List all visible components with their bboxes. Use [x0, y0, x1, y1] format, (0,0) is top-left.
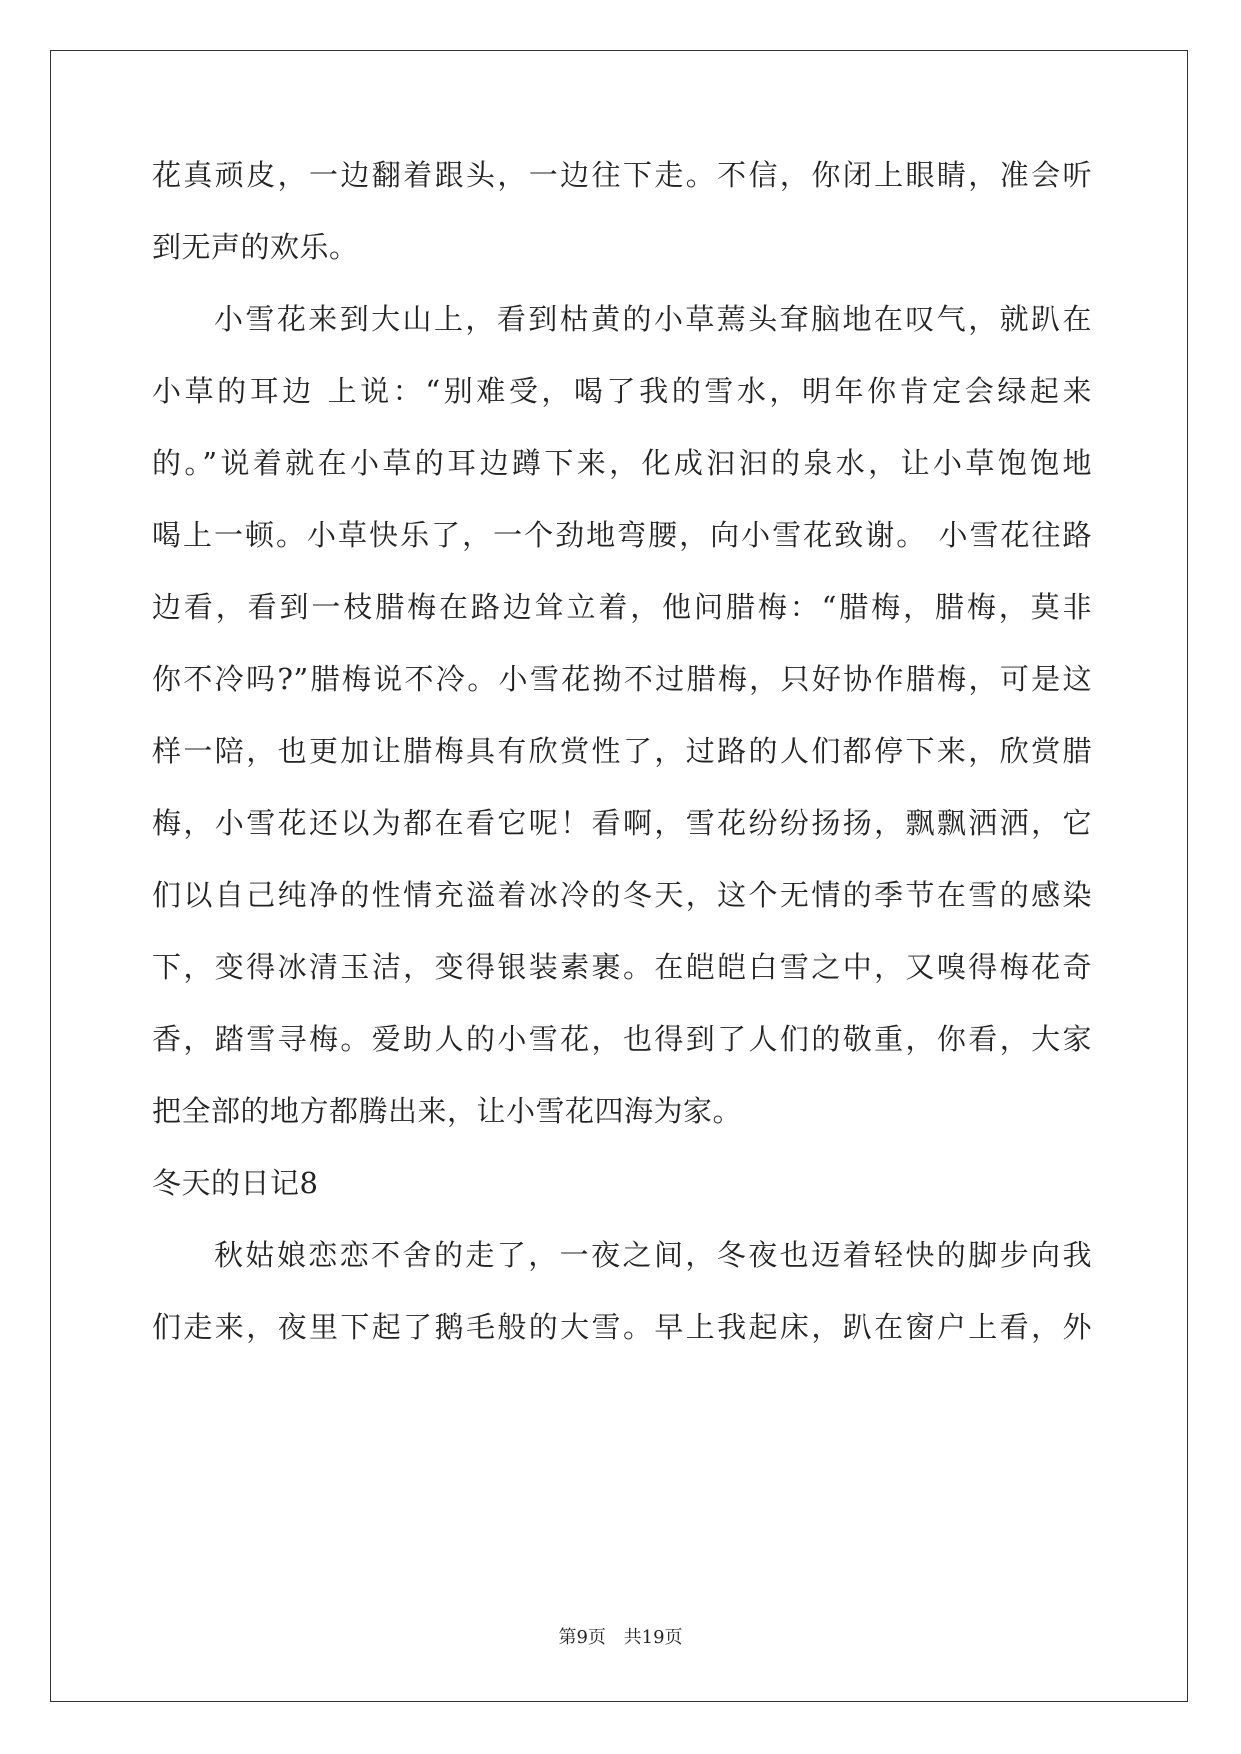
- body-line: 梅，小雪花还以为都在看它呢！看啊，雪花纷纷扬扬，飘飘洒洒，它: [152, 806, 1092, 840]
- body-line: 把全部的地方都腾出来，让小雪花四海为家。: [152, 1094, 743, 1128]
- body-line: 的。”说着就在小草的耳边蹲下来，化成汩汩的泉水，让小草饱饱地: [152, 446, 1092, 480]
- body-line: 小雪花来到大山上，看到枯黄的小草蔫头耷脑地在叹气，就趴在: [214, 302, 1092, 336]
- body-line: 香，踏雪寻梅。爱助人的小雪花，也得到了人们的敬重，你看，大家: [152, 1022, 1092, 1056]
- page-footer: [0, 1626, 1241, 1650]
- body-line: 们以自己纯净的性情充溢着冰冷的冬天，这个无情的季节在雪的感染: [152, 878, 1092, 912]
- body-line: 你不冷吗?”腊梅说不冷。小雪花拗不过腊梅，只好协作腊梅，可是这: [152, 662, 1092, 696]
- page-number: 第9页: [558, 1627, 606, 1648]
- body-line: 小草的耳边 上说：“别难受，喝了我的雪水，明年你肯定会绿起来: [152, 374, 1092, 408]
- body-line: 样一陪，也更加让腊梅具有欣赏性了，过路的人们都停下来，欣赏腊: [152, 734, 1092, 768]
- body-line: 喝上一顿。小草快乐了，一个劲地弯腰，向小雪花致谢。 小雪花往路: [152, 518, 1092, 552]
- body-line: 边看，看到一枝腊梅在路边耸立着，他问腊梅：“腊梅，腊梅，莫非: [152, 590, 1092, 624]
- section-heading: 冬天的日记8: [152, 1166, 319, 1200]
- body-line: 花真顽皮，一边翻着跟头，一边往下走。不信，你闭上眼睛，准会听: [152, 158, 1092, 192]
- body-line: 秋姑娘恋恋不舍的走了，一夜之间，冬夜也迈着轻快的脚步向我: [214, 1238, 1092, 1272]
- page-total: 共19页: [623, 1627, 683, 1648]
- body-line: 到无声的欢乐。: [152, 230, 359, 264]
- body-line: 下，变得冰清玉洁，变得银装素裹。在皑皑白雪之中，又嗅得梅花奇: [152, 950, 1092, 984]
- body-line: 们走来，夜里下起了鹅毛般的大雪。早上我起床，趴在窗户上看，外: [152, 1310, 1092, 1344]
